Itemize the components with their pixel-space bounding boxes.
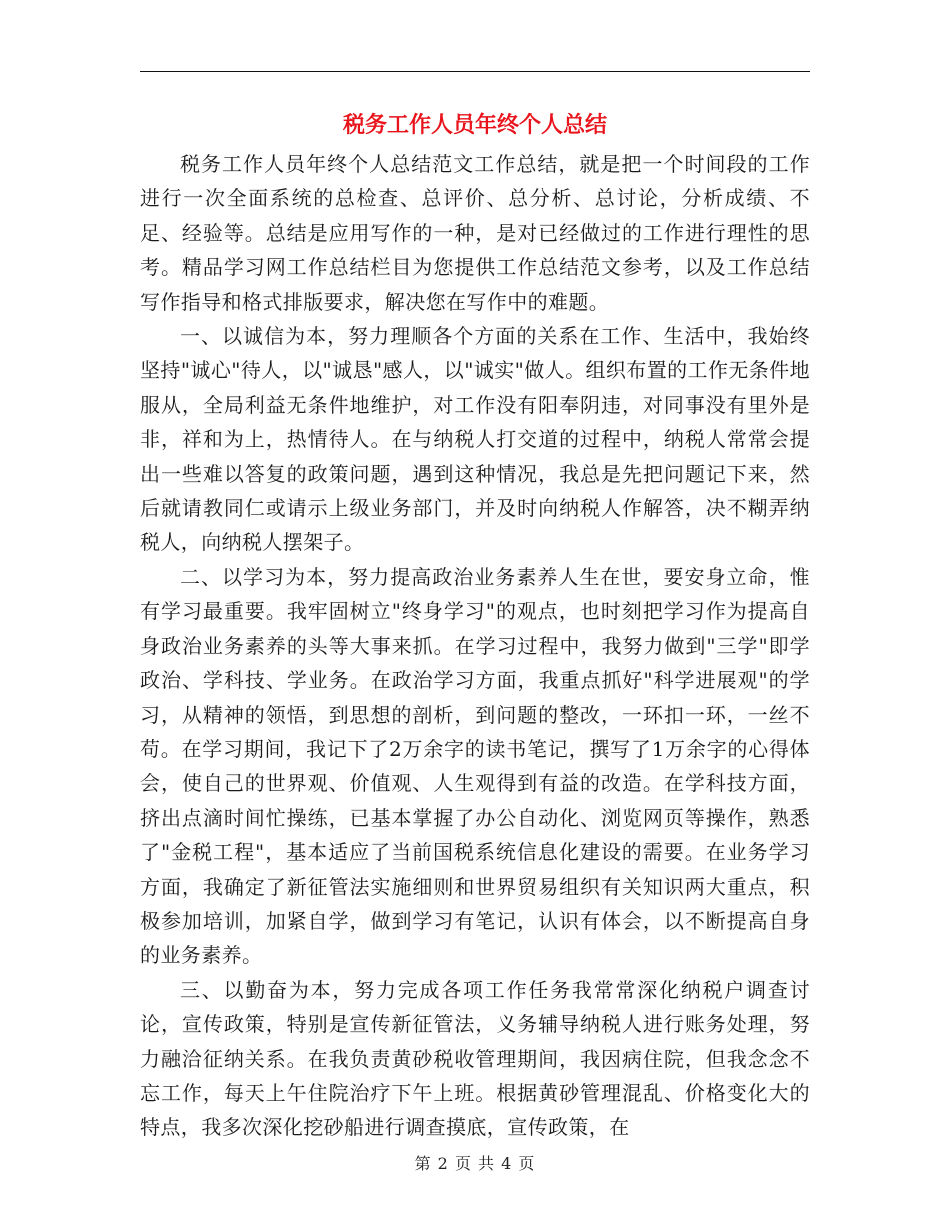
paragraph-diligence: 三、以勤奋为本，努力完成各项工作任务我常常深化纳税户调查讨论，宣传政策，特别是宣传新征管法，义务辅导纳税人进行账务处理，努力融洽征纳关系。在我负责黄砂税收管理期间，我因病住院，但我念念不忘工作，每天上午住院治疗下午上班。根据黄砂管理混乱、价格变化大的特点，我多次深化挖砂船进行调查摸底，宣传政策，在 xyxy=(140,977,810,1140)
document-title: 税务工作人员年终个人总结 xyxy=(342,112,607,138)
header-rule xyxy=(140,71,810,72)
page-number: 第 2 页 共 4 页 xyxy=(414,1154,536,1173)
paragraph-intro: 税务工作人员年终个人总结范文工作总结，就是把一个时间段的工作进行一次全面系统的总检查、总评价、总分析、总讨论，分析成绩、不足、经验等。总结是应用写作的一种，是对已经做过的工作进行理性的思考。精品学习网工作总结栏目为您提供工作总结范文参考，以及工作总结写作指导和格式排版要求，解决您在写作中的难题。 xyxy=(140,152,810,314)
document-body xyxy=(140,147,810,1145)
paragraph-learning: 二、以学习为本，努力提高政治业务素养人生在世，要安身立命，惟有学习最重要。我牢固树立"终身学习"的观点，也时刻把学习作为提高自身政治业务素养的头等大事来抓。在学习过程中，我努力做到"三学"即学政治、学科技、学业务。在政治学习方面，我重点抓好"科学进展观"的学习，从精神的领悟，到思想的剖析，到问题的整改，一环扣一环，一丝不苟。在学习期间，我记下了2万余字的读书笔记，撰写了1万余字的心得体会，使自己的世界观、价值观、人生观得到有益的改造。在学科技方面，挤出点滴时间忙操练，已基本掌握了办公自动化、浏览网页等操作，熟悉了"金税工程"，基本适应了当前国税系统信息化建设的需要。在业务学习方面，我确定了新征管法实施细则和世界贸易组织有关知识两大重点，积极参加培训，加紧自学，做到学习有笔记，认识有体会，以不断提高自身的业务素养。 xyxy=(140,564,810,968)
paragraph-integrity: 一、以诚信为本，努力理顺各个方面的关系在工作、生活中，我始终坚持"诚心"待人，以"诚恳"感人，以"诚实"做人。组织布置的工作无条件地服从，全局利益无条件地维护，对工作没有阳奉阴违，对同事没有里外是非，祥和为上，热情待人。在与纳税人打交道的过程中，纳税人常常会提出一些难以答复的政策问题，遇到这种情况，我总是先把问题记下来，然后就请教同仁或请示上级业务部门，并及时向纳税人作解答，决不糊弄纳税人，向纳税人摆架子。 xyxy=(140,324,810,555)
